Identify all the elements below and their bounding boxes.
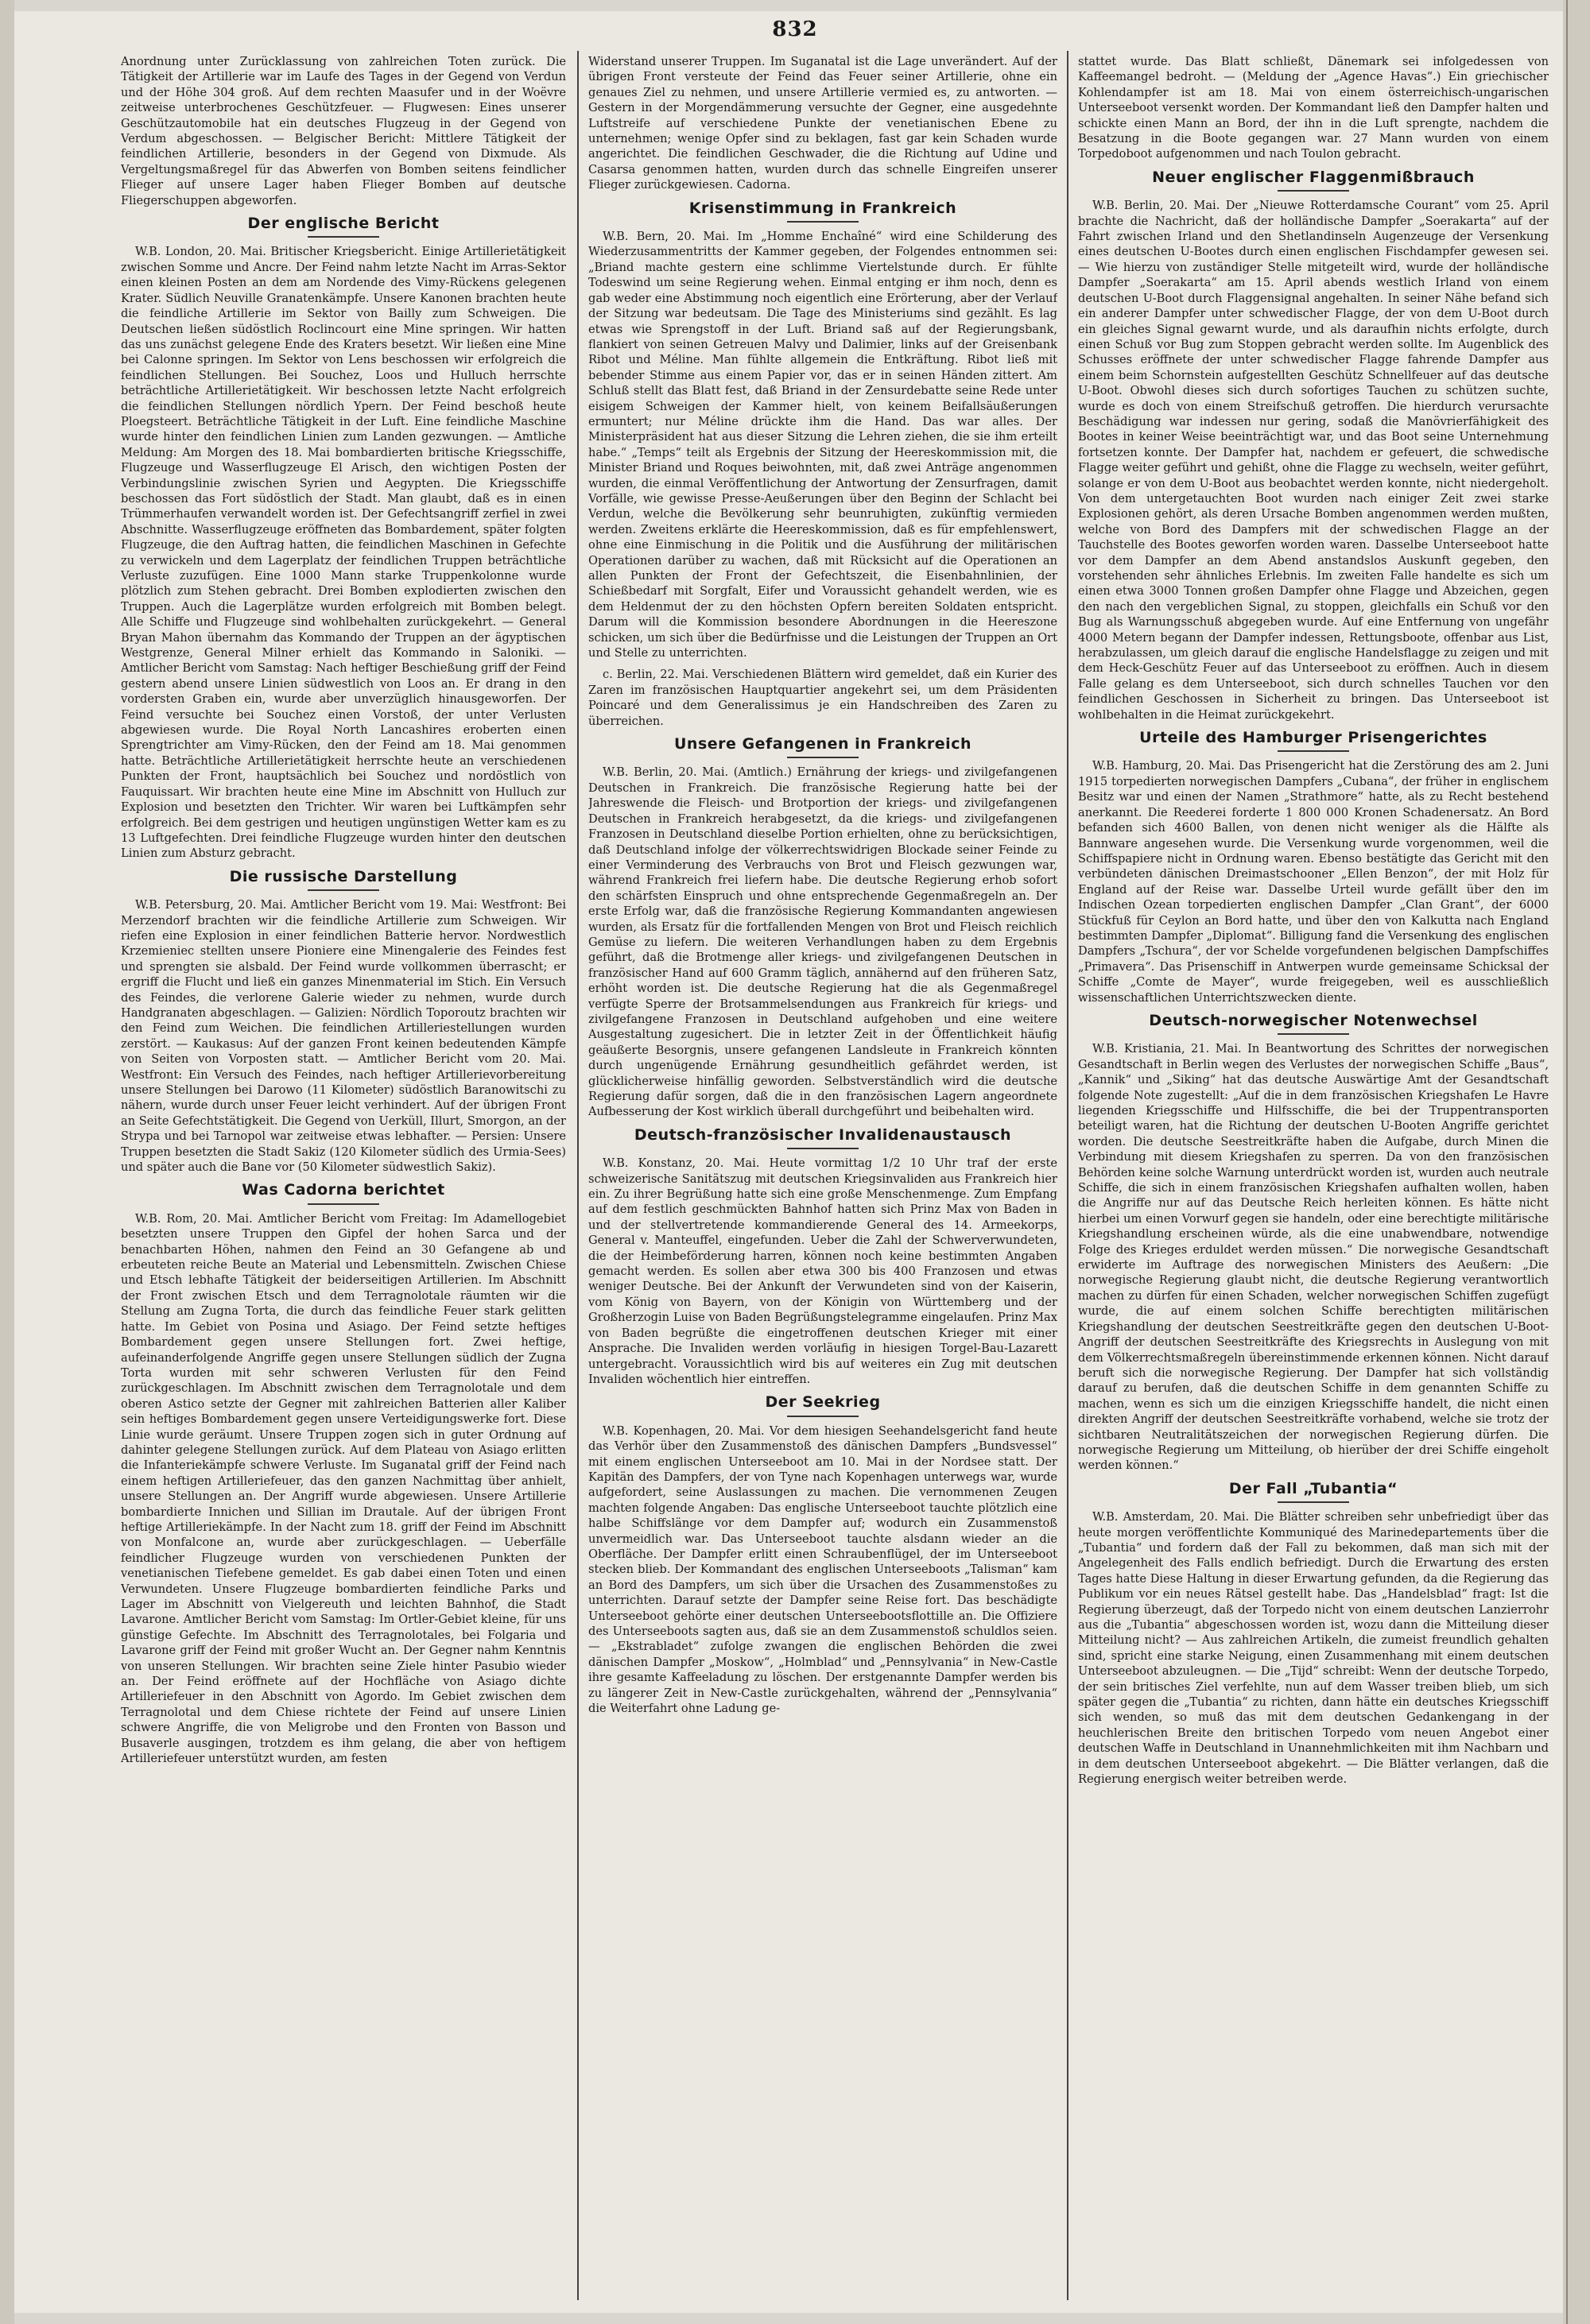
headline-crisis-france: Krisenstimmung in Frankreich — [588, 201, 1057, 223]
article-prize-court: W.B. Hamburg, 20. Mai. Das Prisengericht hat die Zerstörung des am 2. Juni 1915 torpedierten norwegischen Dampfers „Cubana“, der früher in englischem Besitz war und einen der Namen „Strathmore“ hatte, als zu Recht bestehend anerkannt. Die Reederei forderte 1 800 000 Kronen Schadenersatz. An Bord befanden sich 4600 Ballen, von denen nicht weniger als die Hälfte als Bannware angesehen wurde. Die Versenkung wurde vorgenommen, weil die Schiffspapiere nicht in Ordnung waren. Ebenso bestätigte das Gericht mit den verbündeten dänischen Dreimastschooner „Ellen Benzon“, der mit Holz für England auf der Reise war. Dasselbe Urteil wurde gefällt über den im Indischen Ozean torpedierten englischen Dampfer „Clan Grant“, der 6000 Stückfuß für Ceylon an Bord hatte, und über den von Kalkutta nach England bestimmten Dampfer „Diplomat“. Billigung fand die Versenkung des englischen Dampfers „Tschura“, der vor Schelde vorgefundenen belgischen Dampfschiffes „Primavera“. Das Prisenschiff in Antwerpen wurde gemeinsame Schicksal der Schiffe „Comte de Mayer“, wurde freigegeben, weil es ausschließlich wissenschaftlichen Unterrichtszwecken diente. — [1078, 759, 1549, 1005]
article-crisis-france: W.B. Bern, 20. Mai. Im „Homme Enchaîné“ wird eine Schilderung des Wiederzusammentritts der Kammer gegeben, der Folgendes entnommen sei: „Briand machte gestern eine schlimme Viertelstunde durch. Er fühlte Todeswind um seine Regierung wehen. Einmal entging er ihm noch, denn es gab weder eine Abstimmung noch eigentlich eine Erörterung, aber der Verlauf der Sitzung war bedeutsam. Die Tage des Ministeriums sind gezählt. Es lag etwas wie Sprengstoff in der Luft. Briand saß auf der Regierungsbank, flankiert von seinen Getreuen Malvy und Dalimier, links auf der Greisenbank Ribot und Méline. Man fühlte allgemein die Entkräftung. Ribot ließ mit bebender Stimme aus einem Papier vor, das er in seinen Händen zittert. Am Schluß stellt das Blatt fest, daß Briand in der Zensurdebatte seine Rede unter eisigem Schweigen der Kammer hielt, von keinem Beifallsäußerungen ermuntert; nur Méline drückte ihm die Hand. Das war alles. Der Ministerpräsident hat aus dieser Sitzung die Lehren ziehen, die sie ihm erteilt habe.“ „Temps“ teilt als Ergebnis der Sitzung der Heereskommission mit, die Minister Briand und Roques beiwohnten, mit, daß zwei Anträge angenommen wurden, die einmal Veröffentlichung der Antwortung der Zensurfragen, damit Vorfälle, wie gewisse Presse-Aeußerungen über den Beginn der Schlacht bei Verdun, welche die Bevölkerung sehr beunruhigten, zukünftig vermieden werden. Zweitens erklärte die Heereskommission, daß es für empfehlenswert, ohne eine Einmischung in die Politik und die Ausführung der militärischen Operationen darüber zu wachen, daß mit Rücksicht auf die Operationen an allen Punkten der Front der Gefechtszeit, die Eisenbahnlinien, der Schießbedarf mit Sorgfalt, Eifer und Voraussicht gehandelt werden, wie es dem Heldenmut der zu den höchsten Opfern bereiten Soldaten entspricht. Darum will die Kommission besondere Abordnungen in die Heereszone schicken, um sich über die Bedürfnisse und die Leistungen der Truppen an Ort und Stelle zu unterrichten. — [588, 230, 1057, 660]
column-2 — [588, 54, 1057, 2303]
article-continuation: stattet wurde. Das Blatt schließt, Dänemark sei infolgedessen von Kaffeemangel bedroht. — (Meldung der „Agence Havas“.) Ein griechischer Kohlendampfer ist am 18. Mai von einem österreichisch-ungarischen Unterseeboot versenkt worden. Der Kommandant ließ den Dampfer halten und schickte einen Mann an Bord, der ihn in die Luft sprengte, nachdem die Besatzung in die Boote gegangen war. 27 Mann wurden von einem Torpedoboot aufgenommen und nach Toulon gebracht. — [1078, 55, 1549, 161]
article-english-report: W.B. London, 20. Mai. Britischer Kriegsbericht. Einige Artillerietätigkeit zwischen Somme und Ancre. Der Feind nahm letzte Nacht im Arras-Sektor einen kleinen Posten an dem am Nordende des Vimy-Rückens gelegenen Krater. Südlich Neuville Granatenkämpfe. Unsere Kanonen brachten heute die feindliche Artillerie im Sektor von Bailly zum Schweigen. Die Deutschen ließen südöstlich Roclincourt eine Mine springen. Wir hatten das uns zunächst gelegene Ende des Kraters besetzt. Wir ließen eine Mine bei Calonne springen. Im Sektor von Lens beschossen wir erfolgreich die feindlichen Stellungen. Bei Souchez, Loos und Hulluch herrschte beträchtliche Artillerietätigkeit. Wir beschossen letzte Nacht erfolgreich die feindlichen Stellungen nördlich Ypern. Der Feind beschoß heute Ploegsteert. Beträchtliche Tätigkeit in der Luft. Eine feindliche Maschine wurde hinter den feindlichen Linien zum Landen gezwungen. — Amtliche Meldung: Am Morgen des 18. Mai bombardierten britische Kriegsschiffe, Flugzeuge und Wasserflugzeuge El Arisch, den wichtigen Posten der Verbindungslinie zwischen Syrien und Aegypten. Die Kriegsschiffe beschossen das Fort südöstlich der Stadt. Man glaubt, daß es in einen Trümmerhaufen verwandelt worden ist. Der Gefechtsangriff zerfiel in zwei Abschnitte. Wasserflugzeuge eröffneten das Bombardement, später folgten Flugzeuge, die den Auftrag hatten, die feindlichen Maschinen in Gefechte zu verwickeln und dem Lagerplatz der feindlichen Truppen beträchtliche Verluste zuzufügen. Eine 1000 Mann starke Truppenkolonne wurde plötzlich zum Stehen gebracht. Drei Bomben explodierten zwischen den Truppen. Auch die Lagerplätze wurden erfolgreich mit Bomben belegt. Alle Schiffe und Flugzeuge sind wohlbehalten zurückgekehrt. — General Bryan Mahon übernahm das Kommando der Truppen an der ägyptischen Westgrenze, General Milner erhielt das Kommando in Saloniki. — Amtlicher Bericht vom Samstag: Nach heftiger Beschießung griff der Feind gestern abend unsere Linien südwestlich von Loos an. Er drang in den vordersten Graben ein, wurde aber unverzüglich hinausgeworfen. Der Feind versuchte bei Souchez einen Vorstoß, der unter Verlusten abgewiesen wurde. Die Royal North Lancashires eroberten einen Sprengtrichter am Vimy-Rücken, den der Feind am 18. Mai genommen hatte. Beträchtliche Artillerietätigkeit herrschte heute an verschiedenen Punkten der Front, hauptsächlich bei Souchez und nordöstlich von Fauquissart. Wir brachten heute eine Mine im Abschnitt von Hulluch zur Explosion und besetzten den Trichter. Wir waren bei Luftkämpfen sehr erfolgreich. Bei dem gestrigen und heutigen ungünstigen Wetter kam es zu 13 Luftgefechten. Drei feindliche Flugzeuge wurden hinter den deutschen Linien zum Absturz gebracht. — [121, 245, 566, 861]
page-number: 832 — [772, 17, 818, 41]
headline-naval-war: Der Seekrieg — [588, 1395, 1057, 1416]
headline-prisoners-france: Unsere Gefangenen in Frankreich — [588, 737, 1057, 758]
headline-english-report: Der englische Bericht — [121, 216, 566, 238]
headline-norwegian-notes: Deutsch-norwegischer Notenwechsel — [1078, 1013, 1549, 1035]
column-rule-1 — [577, 51, 579, 2300]
article-norwegian-notes: W.B. Kristiania, 21. Mai. In Beantwortung des Schrittes der norwegischen Gesandtschaft in Berlin wegen des Verlustes der norwegischen Schiffe „Baus“, „Kannik“ und „Siking“ hat das deutsche Auswärtige Amt der Gesandtschaft folgende Note zugestellt: „Auf die in dem französischen Kriegshafen Le Havre liegenden Kriegsschiffe und Hilfsschiffe, die bei der Truppentransporten beteiligt waren, hat die Richtung der deutschen U-Booten Angriffe gerichtet worden. Die deutsche Seestreitkräfte haben die Aufgabe, durch Minen die Verbindung mit diesem Kriegshafen zu sperren. Da von den französischen Behörden keine solche Warnung unterdrückt worden ist, wurden auch neutrale Schiffe, die sich in einem französischen Kriegshafen aufhalten wollen, haben die Angriffe nur auf das Deutsche Reich herleiten können. Es hätte nicht hierbei um einen Vorwurf gegen sie handeln, oder eine berechtigte militärische Kriegshandlung erscheinen würde, als die eine unabwendbare, notwendige Folge des Krieges erduldet werden müssen.“ Die norwegische Gesandtschaft erwiderte im Auftrage des norwegischen Ministers des Aeußern: „Die norwegische Regierung glaubt nicht, die deutsche Regierung verantwortlich machen zu dürfen für einen Schaden, welcher norwegischen Schiffen zugefügt wurde, die auf einem solchen Schiffe berechtigten militärischen Kriegshandlung der deutschen Seestreitkräfte gegen den deutschen U-Boot-Angriff der deutschen Seestreitkräfte des Kriegsrechts in Auslegung von mit dem Völkerrechtsmaßregeln übereinstimmende erkennen können. Nicht darauf beruft sich die norwegische Regierung. Der Dampfer hat sich vollständig darauf zu berufen, daß die deutschen Schiffe in dem genannten Schiffe zu machen, wenn es sich um die einzigen Kriegsschiffe handelt, die nicht einen direkten Angriff der deutschen Seestreitkräfte vorhabend, welche sie trotz der sichtbaren Neutralitätszeichen der norwegischen Regierung dürfen. Die norwegische Regierung um Mitteilung, ob hierüber der drei Schiffe eingeholt werden können.“ — [1078, 1042, 1549, 1473]
column-rule-2 — [1067, 51, 1068, 2300]
article-invalid-exchange: W.B. Konstanz, 20. Mai. Heute vormittag 1/2 10 Uhr traf der erste schweizerische Sanitätszug mit deutschen Kriegsinvaliden aus Frankreich hier ein. Zu ihrer Begrüßung hatte sich eine große Menschenmenge. Zum Empfang auf dem festlich geschmückten Bahnhof hatten sich Prinz Max von Baden in und der stellvertretende kommandierende General des 14. Armeekorps, General v. Manteuffel, eingefunden. Ueber die Zahl der Schwerverwundeten, die der Heimbeförderung harren, können noch keine bestimmten Angaben gemacht werden. Es sollen aber etwa 300 bis 400 Franzosen und etwas weniger Deutsche. Bei der Ankunft der Verwundeten sind von der Kaiserin, vom König von Bayern, von der Königin von Württemberg und der Großherzogin Luise von Baden Begrüßungstelegramme eingelaufen. Prinz Max von Baden begrüßte die eingetroffenen deutschen Krieger mit einer Ansprache. Die Invaliden werden vorläufig in hiesigen Torgel-Bau-Lazarett untergebracht. Voraussichtlich wird bis auf weiteres ein Zug mit deutschen Invaliden wöchentlich hier eintreffen. — [588, 1156, 1057, 1386]
headline-flag-misuse: Neuer englischer Flaggenmißbrauch — [1078, 170, 1549, 192]
article-continuation: Anordnung unter Zurücklassung von zahlreichen Toten zurück. Die Tätigkeit der Artillerie war im Laufe des Tages in der Gegend von Verdun und der Höhe 304 groß. Auf dem rechten Maasufer und in der Woëvre zeitweise unterbrochenes Geschützfeuer. — Flugwesen: Eines unserer Geschützautomobile hat ein deutsches Flugzeug in der Gegend von Verdum abgeschossen. — Belgischer Bericht: Mittlere Tätigkeit der feindlichen Artillerie, besonders in der Gegend von Dixmude. Als Vergeltungsmaßregel für das Abwerfen von Bomben seitens feindlicher Flieger auf unsere Lager haben Flieger Bomben auf deutsche Fliegerschuppen abgeworfen. — [121, 55, 566, 207]
page-edge — [1566, 0, 1568, 2324]
column-1 — [121, 54, 566, 2303]
article-tsar-courier: c. Berlin, 22. Mai. Verschiedenen Blättern wird gemeldet, daß ein Kurier des Zaren im französischen Hauptquartier angekehrt sei, um dem Präsidenten Poincaré und dem Generalissimus je ein Handschreiben des Zaren zu überreichen. — [588, 668, 1057, 728]
headline-prize-court: Urteile des Hamburger Prisengerichtes — [1078, 730, 1549, 752]
article-continuation: Widerstand unserer Truppen. Im Suganatal ist die Lage unverändert. Auf der übrigen Front versteute der Feind das Feuer seiner Artillerie, ohne ein genaues Ziel zu nehmen, und unsere Artillerie vermied es, zu antworten. — Gestern in der Morgendämmerung versuchte der Gegner, eine ausgedehnte Luftstreife auf verschiedene Punkte der venetianischen Ebene zu unternehmen; wenige Opfer sind zu beklagen, fast gar kein Schaden wurde angerichtet. Die feindlichen Geschwader, die die Richtung auf Udine und Casarsa genommen hatten, wurden durch das schnelle Eingreifen unserer Flieger zurückgewiesen. Cadorna. — [588, 55, 1057, 192]
headline-tubantia: Der Fall „Tubantia“ — [1078, 1482, 1549, 1503]
article-flag-misuse: W.B. Berlin, 20. Mai. Der „Nieuwe Rotterdamsche Courant“ vom 25. April brachte die Nachricht, daß der holländische Dampfer „Soerakarta“ auf der Fahrt zwischen Irland und den Shetlandinseln Augenzeuge der Versenkung eines deutschen U-Bootes durch einen englischen Fischdampfer gewesen sei. — Wie hierzu von zuständiger Stelle mitgeteilt wird, wurde der holländische Dampfer „Soerakarta“ am 15. April abends westlich Irland von einem deutschen U-Boot durch Flaggensignal angehalten. In seiner Nähe befand sich ein anderer Dampfer unter schwedischer Flagge, der von dem U-Boot durch ein gleiches Signal gewarnt wurde, und als daraufhin nichts erfolgte, durch einen Schuß vor Bug zum Stoppen gebracht werden sollte. Im Augenblick des Schusses eröffnete der unter schwedischer Flagge fahrende Dampfer aus einem beim Schornstein aufgestellten Geschütz Schnellfeuer auf das deutsche U-Boot. Obwohl dieses sich durch sofortiges Tauchen zu schützen suchte, wurde es doch von einem Streifschuß getroffen. Die hierdurch verursachte Beschädigung war indessen nur gering, sodaß die Manövrierfähigkeit des Bootes in keiner Weise beeinträchtigt war, und das Boot seine Unternehmung fortsetzen konnte. Der Dampfer hat, nachdem er gefeuert, die schwedische Flagge weiter geführt und gehißt, ohne die Flagge zu wechseln, weiter geführt, solange er von dem U-Boot aus beobachtet werden konnte, nicht niedergeholt. Von dem untergetauchten Boot wurden nach einiger Zeit zwei starke Explosionen gehört, als deren Ursache Bomben angenommen werden mußten, welche von Bord des Dampfers mit der schwedischen Flagge an der Tauchstelle des Bootes geworfen worden waren. Dasselbe Unterseeboot hatte vor dem Dampfer an dem Abend anstandslos Auskunft gegeben, den vorstehenden sehr ähnliches Erlebnis. Im zweiten Falle handelte es sich um einen etwa 3000 Tonnen großen Dampfer ohne Flagge und Abzeichen, gegen den nach den vergeblichen Signal, zu stoppen, gleichfalls ein Schuß vor den Bug als Warnungsschuß abgegeben wurde. Auf eine Entfernung von ungefähr 4000 Metern begann der Dampfer indessen, Rettungsboote, offenbar aus List, herabzulassen, um gleich darauf die englische Handelsflagge zu zeigen und mit dem Heck-Geschütz Feuer auf das Unterseeboot zu eröffnen. Auch in diesem Falle gelang es dem Unterseeboot, sich durch schnelles Tauchen vor den feindlichen Geschossen in Sicherheit zu bringen. Das Unterseeboot ist wohlbehalten in die Heimat zurückgekehrt. — [1078, 199, 1549, 722]
column-3 — [1078, 54, 1549, 2303]
article-russian-report: W.B. Petersburg, 20. Mai. Amtlicher Bericht vom 19. Mai: Westfront: Bei Merzendorf brachten wir die feindliche Artillerie zum Schweigen. Wir riefen eine Explosion in einer feindlichen Batterie hervor. Nordwestlich Krzemieniec stellten unsere Pioniere eine Minengalerie des Feindes fest und sprengten sie alsbald. Der Feind wurde vollkommen überrascht; er ergriff die Flucht und ließ ein ganzes Minenmaterial im Stich. Ein Versuch des Feindes, die verlorene Galerie wieder zu nehmen, wurde durch Handgranaten abgeschlagen. — Galizien: Nördlich Toporoutz brachten wir den Feind zum Weichen. Die feindlichen Artilleriestellungen wurden zerstört. — Kaukasus: Auf der ganzen Front keinen bedeutenden Kämpfe von Seiten von Vorposten statt. — Amtlicher Bericht vom 20. Mai. Westfront: Ein Versuch des Feindes, nach heftiger Artillerievorbereitung unsere Stellungen bei Darowo (11 Kilometer) südöstlich Baranowitschi zu nähern, wurde durch unser Feuer leicht verhindert. Auf der übrigen Front an Seite Gefechtstätigkeit. Die Gegend von Uerküll, Illurt, Smorgon, an der Strypa und bei Tarnopol war zeitweise etwas lebhafter. — Persien: Unsere Truppen besetzten die Stadt Sakiz (120 Kilometer südlich des Urmia-Sees) und später auch die Bane vor (50 Kilometer südwestlich Sakiz). — [121, 898, 566, 1175]
article-naval-war: W.B. Kopenhagen, 20. Mai. Vor dem hiesigen Seehandelsgericht fand heute das Verhör über den Zusammenstoß des dänischen Dampfers „Bundsvessel“ mit einem englischen Unterseeboot am 10. Mai in der Nordsee statt. Der Kapitän des Dampfers, der von Tyne nach Kopenhagen unterwegs war, wurde aufgefordert, seine Auslassungen zu machen. Die vernommenen Zeugen machten folgende Angaben: Das englische Unterseeboot tauchte plötzlich eine halbe Schiffslänge vor dem Dampfer auf; wodurch ein Zusammenstoß unvermeidlich war. Das Unterseeboot tauchte alsdann wieder an die Oberfläche. Der Dampfer erlitt einen Schraubenflügel, der im Unterseeboot stecken blieb. Der Kommandant des englischen Unterseeboots „Talisman“ kam an Bord des Dampfers, um sich über die Ursachen des Zusammenstoßes zu unterrichten. Darauf setzte der Dampfer seine Reise fort. Das beschädigte Unterseeboot gehörte einer deutschen Unterseebootsflottille an. Die Offiziere des Unterseeboots sagten aus, daß sie an dem Zusammenstoß schuldlos seien. — „Ekstrabladet“ zufolge zwangen die englischen Behörden die zwei dänischen Dampfer „Moskow“, „Holmblad“ und „Pennsylvania“ in New-Castle ihre gesamte Kaffeeladung zu löschen. Der erstgenannte Dampfer werden bis zu längerer Zeit in New-Castle zurückgehalten, während der „Pennsylvania“ die Weiterfahrt ohne Ladung ge- — [588, 1423, 1057, 1716]
article-tubantia: W.B. Amsterdam, 20. Mai. Die Blätter schreiben sehr unbefriedigt über das heute morgen veröffentlichte Kommuniqué des Marinedepartements über die „Tubantia“ und fordern daß der Fall zu bekommen, daß man sich mit der Angelegenheit des Falls endlich befriedigt. Durch die Erwartung des ersten Tages hatte Diese Haltung in dieser Erwartung gefunden, da die Regierung das Publikum vor ein neues Rätsel gestellt habe. Das „Handelsblad“ fragt: Ist die Regierung überzeugt, daß der Torpedo nicht von einem deutschen Lanzierrohr aus die „Tubantia“ abgeschossen worden ist, wozu dann die Mitteilung dieser Mitteilung nicht? — Aus zahlreichen Artikeln, die zumeist freundlich gehalten sind, spricht eine starke Neigung, einen Zusammenhang mit einem deutschen Unterseeboot abzuleugnen. — Die „Tijd“ schreibt: Wenn der deutsche Torpedo, der sein britisches Ziel verfehlte, nun auf dem Wasser treiben blieb, um sich später gegen die „Tubantia“ zu richten, dann hätte ein deutsches Kriegsschiff sich wenden, so muß das mit dem deutschen Gedankengang in der heuchlerischen Breite den britischen Torpedo vom neuen Angebot einer deutschen Waffe in Deutschland in Unannehmlichkeiten mit ihm Nachbarn und in dem deutschen Unterseeboot abgekehrt. — Die Blätter verlangen, daß die Regierung energisch weiter betreiben werde. — [1078, 1510, 1549, 1787]
headline-invalid-exchange: Deutsch-französischer Invalidenaustausch — [588, 1128, 1057, 1149]
headline-cadorna-report: Was Cadorna berichtet — [121, 1183, 566, 1204]
article-cadorna-report: W.B. Rom, 20. Mai. Amtlicher Bericht vom Freitag: Im Adamellogebiet besetzten unsere Truppen den Gipfel der hohen Sarca und der benachbarten Höhen, nahmen den Feind an 30 Gefangene ab und erbeuteten reiche Beute an Material und Lebensmitteln. Zwischen Chiese und Etsch lebhafte Tätigkeit der beiderseitigen Artillerien. Im Abschnitt der Front zwischen Etsch und dem Terragnolotale räumten wir die Stellung am Zugna Torta, die durch das feindliche Feuer stark gelitten hatte. Im Gebiet von Posina und Asiago. Der Feind setzte heftiges Bombardement gegen unsere Stellungen fort. Zwei heftige, aufeinanderfolgende Angriffe gegen unsere Stellungen südlich der Zugna Torta wurden mit sehr schweren Verlusten für den Feind zurückgeschlagen. Im Abschnitt zwischen dem Terragnolotale und dem oberen Astico setzte der Gegner mit zahlreichen Batterien aller Kaliber sein heftiges Bombardement gegen unsere Verteidigungswerke fort. Diese Linie wurde geräumt. Unsere Truppen zogen sich in guter Ordnung auf dahinter gelegene Stellungen zurück. Auf dem Plateau von Asiago erlitten die Infanteriekämpfe schwere Verluste. Im Suganatal griff der Feind nach einem heftigen Artilleriefeuer, das den ganzen Nachmittag über anhielt, unsere Stellungen an. Der Angriff wurde abgewiesen. Unsere Artillerie bombardierte Innichen und Sillian im Drautale. Auf der übrigen Front heftige Artilleriekämpfe. In der Nacht zum 18. griff der Feind im Abschnitt von Monfalcone an, wurde aber zurückgeschlagen. — Ueberfälle feindlicher Flugzeuge wurden von verschiedenen Punkten der venetianischen Tiefebene gemeldet. Es gab dabei einen Toten und einen Verwundeten. Unsere Flugzeuge bombardierten feindliche Parks und Lager im Abschnitt von Vielgereuth und leichten Bahnhof, die Stadt Lavarone. Amtlicher Bericht vom Samstag: Im Ortler-Gebiet kleine, für uns günstige Gefechte. Im Abschnitt des Terragnolotales, bei Folgaria und Lavarone griff der Feind mit großer Wucht an. Der Gegner nahm Kenntnis von unseren Stellungen. Wir brachten seine Ziele hinter Pasubio wieder an. Der Feind eröffnete auf der Hochfläche von Asiago dichte Artilleriefeuer in den Abschnitt von Agordo. Im Gebiet zwischen dem Terragnolotal und dem Chiese richtete der Feind auf unsere Linien schwere Angriffe, die von Meligrobe und den Fronten von Basson und Busaverle ausgingen, trotzdem es ihm gelang, die aber von heftigem Artilleriefeuer unterstützt wurden, am festen — [121, 1211, 566, 1766]
article-prisoners-france: W.B. Berlin, 20. Mai. (Amtlich.) Ernährung der kriegs- und zivilgefangenen Deutschen in Frankreich. Die französische Regierung hatte bei der Jahreswende die Fleisch- und Brotportion der kriegs- und zivilgefangenen Deutschen in Frankreich herabgesetzt, da die kriegs- und zivilgefangenen Franzosen in Deutschland dieselbe Portion erhielten, ohne zu berücksichtigen, daß Deutschland infolge der völkerrechtswidrigen Blockade seiner Feinde zu einer Verminderung des Verbrauchs von Brot und Fleisch gezwungen war, während Frankreich frei liefern habe. Die deutsche Regierung erhob sofort den schärfsten Einspruch und ohne entsprechende Gegenmaßregeln an. Der erste Erfolg war, daß die französische Regierung Kommandanten angewiesen wurden, als Ersatz für die fortfallenden Mengen von Brot und Fleisch reichlich Gemüse zu liefern. Die weiteren Verhandlungen haben zu dem Ergebnis geführt, daß die Brotmenge aller kriegs- und zivilgefangenen Deutschen in französischer Hand auf 600 Gramm täglich, annähernd auf den früheren Satz, erhöht worden ist. Die deutsche Regierung hat die als Gegenmaßregel verfügte Sperre der Brotsammelsendungen aus Frankreich für kriegs- und zivilgefangene Franzosen in Deutschland aufgehoben und eine weitere Ausgestaltung zugesichert. Die in letzter Zeit in der Öffentlichkeit häufig geäußerte Besorgnis, unsere gefangenen Landsleute in Frankreich könnten durch ungenügende Ernährung gesundheitlich gefährdet werden, ist glücklicherweise hinfällig geworden. Selbstverständlich wird die deutsche Regierung dafür sorgen, daß die in den französischen Lagern angeordnete Aufbesserung der Kost wirklich überall durchgeführt und beibehalten wird. — [588, 765, 1057, 1119]
page-gutter — [1563, 0, 1590, 2324]
left-margin — [0, 0, 14, 2324]
headline-russian-report: Die russische Darstellung — [121, 870, 566, 891]
